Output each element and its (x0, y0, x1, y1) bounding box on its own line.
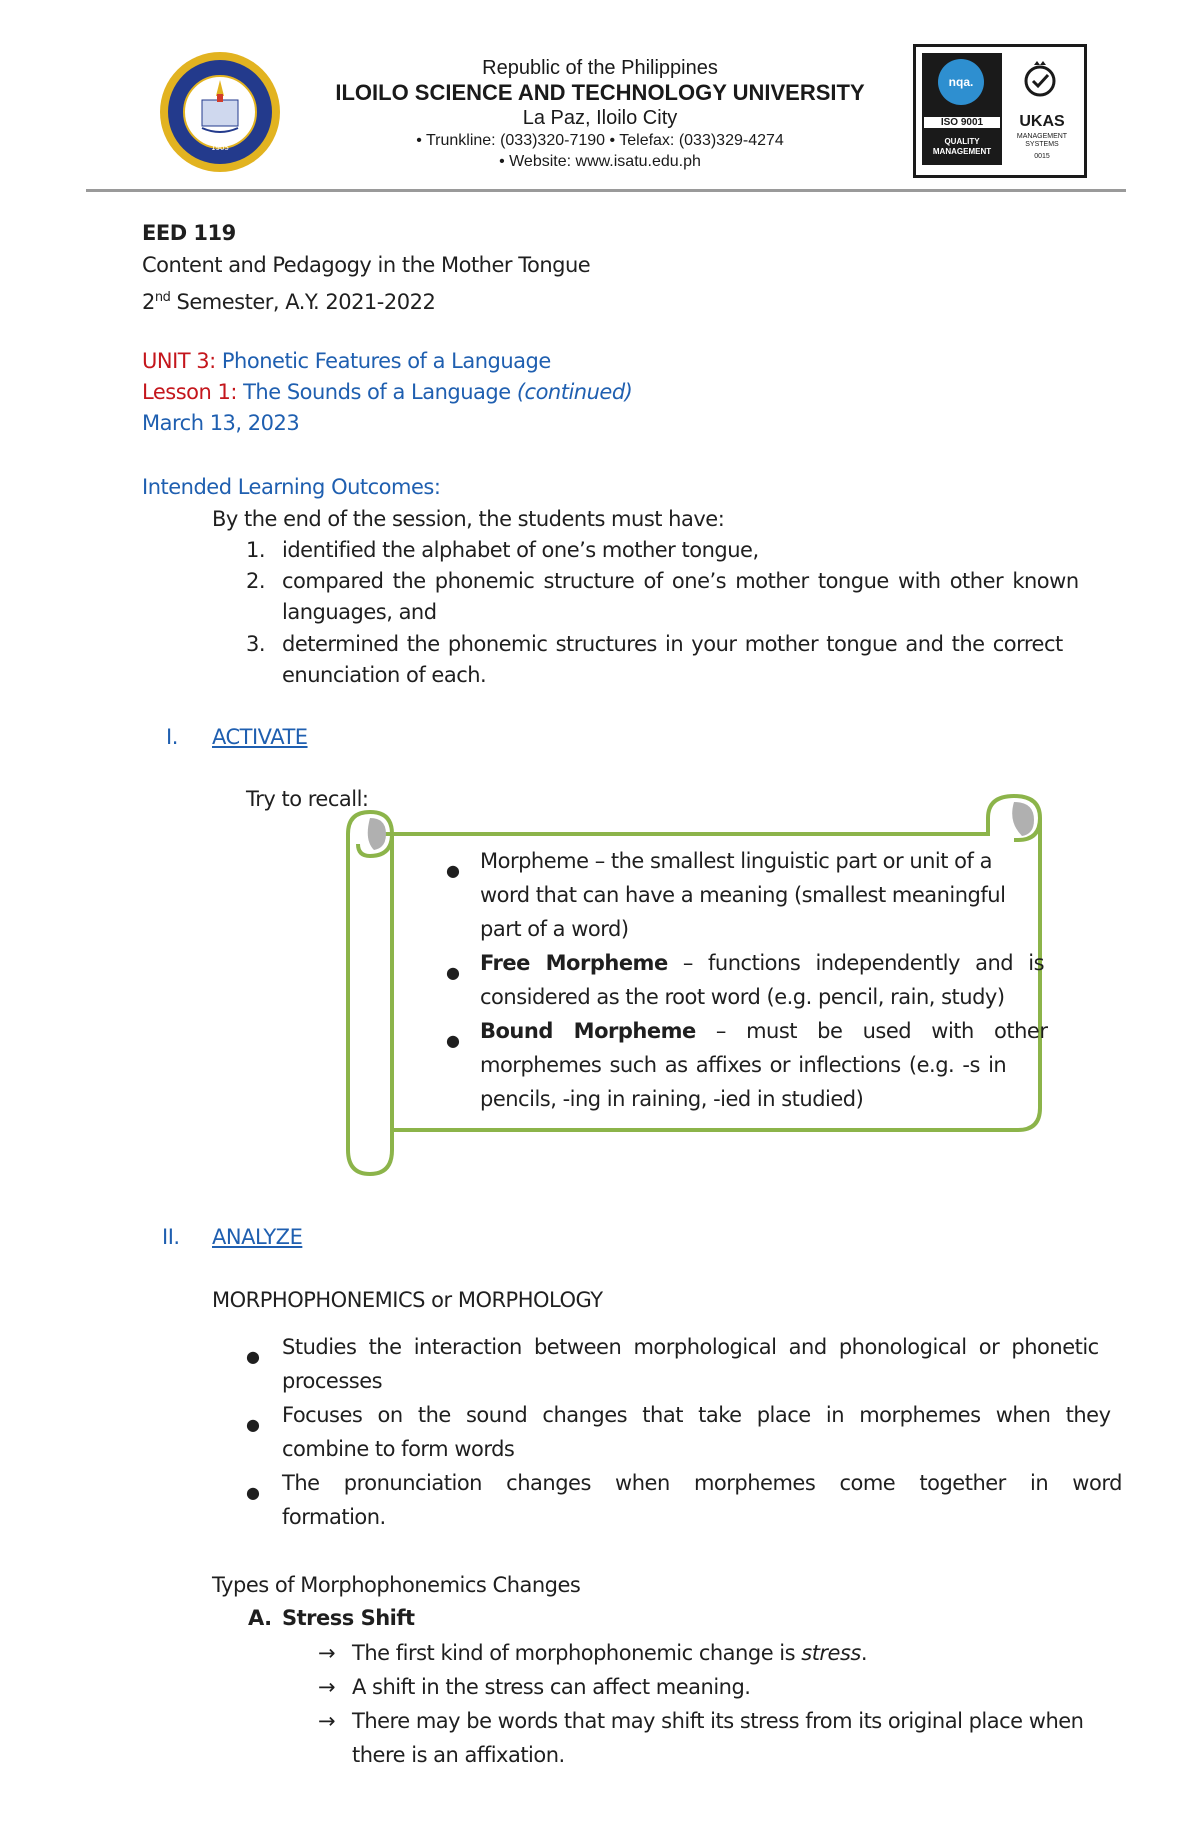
outcome-text-cont: languages, and (282, 600, 437, 624)
scroll-bound-morpheme-cont: morphemes such as affixes or inflections (e.g. -s in (480, 1053, 1007, 1077)
ukas-number: 0015 (1034, 153, 1050, 160)
website-line: • Website: www.isatu.edu.ph (499, 153, 701, 170)
nqa-logo: nqa. (938, 59, 984, 105)
republic-line: Republic of the Philippines (482, 57, 718, 79)
outcomes-heading: Intended Learning Outcomes: (142, 475, 441, 499)
right-arrow-icon: → (318, 1709, 336, 1733)
contact-line: • Trunkline: (033)320-7190 • Telefax: (033)329-4274 (416, 132, 784, 149)
recall-prompt: Try to recall: (246, 787, 369, 811)
right-arrow-icon: → (318, 1675, 336, 1699)
course-title: Content and Pedagogy in the Mother Tongue (142, 253, 591, 277)
unit-heading: UNIT 3: Phonetic Features of a Language (142, 349, 551, 373)
type-a-title: Stress Shift (282, 1606, 415, 1630)
ukas-sub: MANAGEMENT SYSTEMS (1016, 133, 1068, 148)
semester-line: 2nd Semester, A.Y. 2021-2022 (142, 290, 436, 314)
bullet-dot: ● (246, 1415, 260, 1434)
section-numeral-activate: I. (166, 725, 178, 749)
scroll-morpheme-line: word that can have a meaning (smallest meaningful (480, 883, 1006, 907)
bullet-dot: ● (446, 1031, 460, 1050)
outcome-text-cont: enunciation of each. (282, 663, 487, 687)
outcome-text: compared the phonemic structure of one’s mother tongue with other known (282, 569, 1079, 593)
lesson-heading: Lesson 1: The Sounds of a Language (continued) (142, 380, 633, 404)
scroll-bound-morpheme: Bound Morpheme – must be used with other (480, 1019, 1048, 1043)
location-line: La Paz, Iloilo City (522, 107, 678, 129)
letterhead (290, 56, 910, 172)
lesson-date: March 13, 2023 (142, 411, 300, 435)
ukas-label: UKAS (1019, 113, 1065, 130)
outcome-number: 2. (246, 569, 266, 593)
scroll-free-morpheme-cont: considered as the root word (e.g. pencil, rain, study) (480, 985, 1005, 1009)
scroll-morpheme-line: Morpheme – the smallest linguistic part or unit of a (480, 849, 992, 873)
stress-point: There may be words that may shift its stress from its original place when (352, 1709, 1084, 1733)
right-arrow-icon: → (318, 1641, 336, 1665)
section-numeral-analyze: II. (162, 1225, 180, 1249)
stress-point-cont: there is an affixation. (352, 1743, 565, 1767)
bullet-dot: ● (246, 1347, 260, 1366)
outcome-number: 1. (246, 538, 266, 562)
stress-point: The first kind of morphophonemic change is stress. (352, 1641, 868, 1665)
analyze-bullet: The pronunciation changes when morphemes come together in word (282, 1471, 1122, 1495)
outcome-number: 3. (246, 632, 266, 656)
bullet-dot: ● (246, 1483, 260, 1502)
course-code: EED 119 (142, 221, 236, 245)
outcome-text: identified the alphabet of one’s mother tongue, (282, 538, 759, 562)
section-title-analyze: ANALYZE (212, 1225, 303, 1249)
header-divider (86, 189, 1126, 192)
types-heading: Types of Morphophonemics Changes (212, 1573, 581, 1597)
bullet-dot: ● (446, 963, 460, 982)
section-title-activate: ACTIVATE (212, 725, 308, 749)
bullet-dot: ● (446, 861, 460, 880)
analyze-bullet-cont: combine to form words (282, 1437, 515, 1461)
analyze-bullet: Focuses on the sound changes that take place in morphemes when they (282, 1403, 1111, 1427)
svg-text:1905: 1905 (211, 144, 229, 152)
iso-certification-badge (913, 44, 1087, 178)
quality-label: QUALITY MANAGEMENT (932, 137, 992, 156)
scroll-bound-morpheme-cont: pencils, -ing in raining, -ied in studied) (480, 1087, 864, 1111)
scroll-free-morpheme: Free Morpheme – functions independently and is (480, 951, 1045, 975)
analyze-bullet-cont: processes (282, 1369, 383, 1393)
stress-point: A shift in the stress can affect meaning. (352, 1675, 751, 1699)
outcomes-intro: By the end of the session, the students must have: (212, 507, 725, 531)
crown-check-icon (1020, 61, 1060, 102)
type-a-label: A. (248, 1606, 272, 1630)
morphophonemics-heading: MORPHOPHONEMICS or MORPHOLOGY (212, 1288, 603, 1312)
outcome-text: determined the phonemic structures in your mother tongue and the correct (282, 632, 1063, 656)
analyze-bullet: Studies the interaction between morphological and phonological or phonetic (282, 1335, 1099, 1359)
university-seal (158, 50, 282, 174)
university-name: ILOILO SCIENCE AND TECHNOLOGY UNIVERSITY (335, 80, 865, 105)
scroll-morpheme-line: part of a word) (480, 917, 629, 941)
iso-label: ISO 9001 (924, 117, 1000, 128)
analyze-bullet-cont: formation. (282, 1505, 386, 1529)
